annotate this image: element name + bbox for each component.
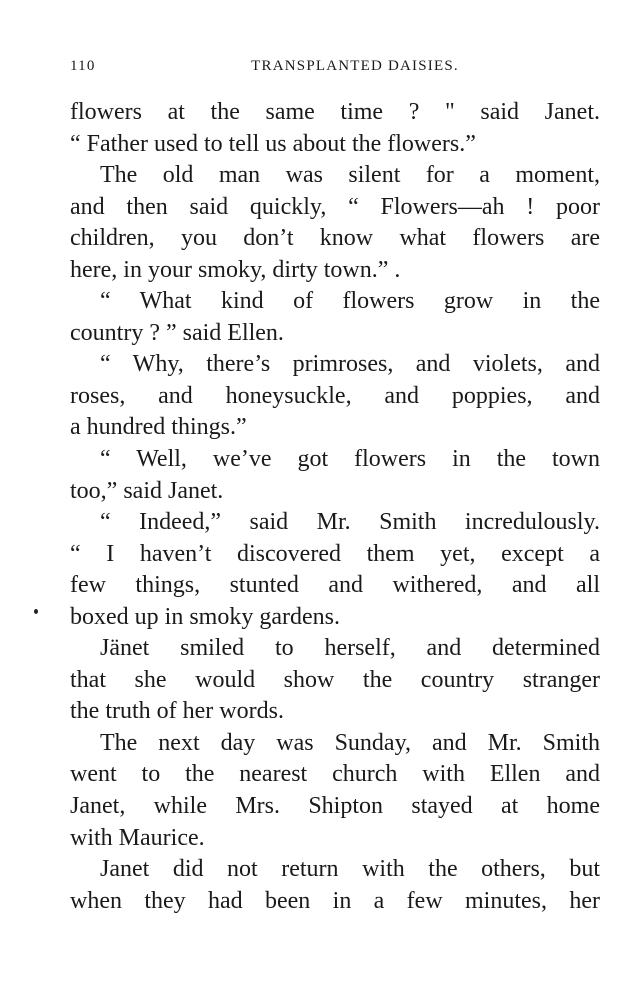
text-line: roses, and honeysuckle, and poppies, and bbox=[70, 382, 600, 409]
text-line: few things, stunted and withered, and all bbox=[70, 572, 600, 599]
text-line: went to the nearest church with Ellen and bbox=[70, 761, 600, 788]
page-number: 110 bbox=[70, 58, 96, 74]
text-line: Janet did not return with the others, but bbox=[100, 856, 600, 883]
text-line: The next day was Sunday, and Mr. Smith bbox=[100, 729, 600, 756]
text-line: the truth of her words. bbox=[70, 698, 284, 725]
text-line: “ Well, we’ve got flowers in the town bbox=[100, 446, 600, 473]
text-line: “ Indeed,” said Mr. Smith incredulously. bbox=[100, 509, 600, 536]
text-line: “ What kind of flowers grow in the bbox=[100, 288, 600, 315]
text-line: that she would show the country stranger bbox=[70, 666, 600, 693]
stray-ink-mark bbox=[34, 609, 38, 614]
text-line: country ? ” said Ellen. bbox=[70, 319, 284, 346]
text-line: and then said quickly, “ Flowers—ah ! poor bbox=[70, 193, 600, 220]
body-text bbox=[70, 97, 600, 917]
text-line: “ I haven’t discovered them yet, except a bbox=[70, 540, 600, 567]
running-title: TRANSPLANTED DAISIES. bbox=[251, 58, 459, 74]
text-line: The old man was silent for a moment, bbox=[100, 162, 600, 189]
text-line: too,” said Janet. bbox=[70, 477, 224, 504]
text-line: when they had been in a few minutes, her bbox=[70, 887, 600, 914]
text-line: flowers at the same time ? " said Janet. bbox=[70, 99, 600, 125]
text-line: children, you don’t know what flowers are bbox=[70, 225, 600, 252]
text-line: Jänet smiled to herself, and determined bbox=[100, 635, 600, 662]
text-line: a hundred things.” bbox=[70, 414, 247, 441]
text-line: “ Why, there’s primroses, and violets, and bbox=[100, 351, 600, 378]
text-line: boxed up in smoky gardens. bbox=[70, 603, 340, 630]
text-line: with Maurice. bbox=[70, 824, 205, 851]
page-header bbox=[70, 58, 600, 78]
text-line: “ Father used to tell us about the flowers.” bbox=[70, 130, 476, 157]
text-line: here, in your smoky, dirty town.” . bbox=[70, 256, 401, 283]
text-line: Janet, while Mrs. Shipton stayed at home bbox=[70, 793, 600, 820]
